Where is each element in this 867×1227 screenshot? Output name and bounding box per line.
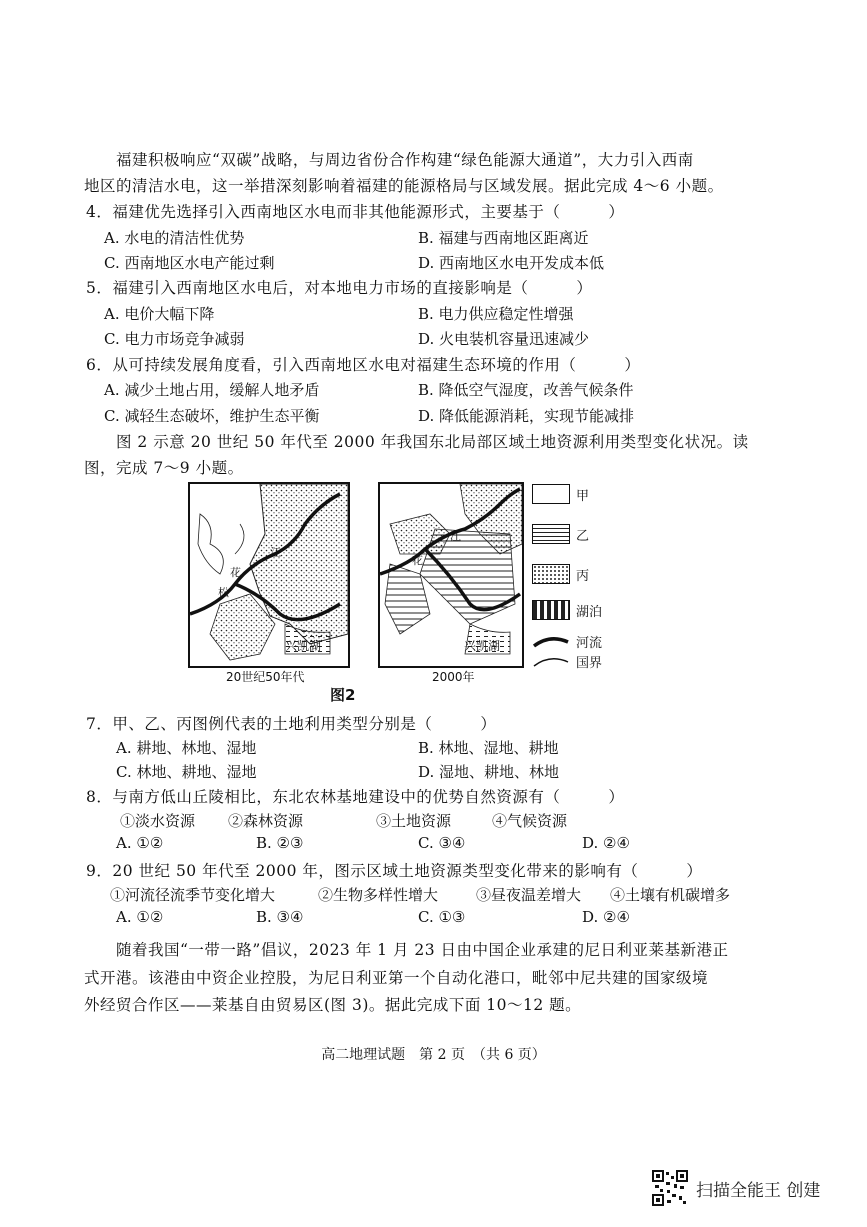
q8-option-d: D. ②④ [582,834,630,852]
q4-option-a: A. 水电的清洁性优势 [104,229,245,247]
q8-item-1: ①淡水资源 [120,812,196,830]
river-label-jiang-2: 江 [450,530,461,543]
q6-option-b: B. 降低空气湿度，改善气候条件 [418,381,634,399]
q9-option-c: C. ①③ [418,908,466,926]
intro3-line3: 外经贸合作区——莱基自由贸易区(图 3)。据此完成下面 10～12 题。 [84,996,582,1014]
intro2-line2: 图，完成 7～9 小题。 [84,459,244,477]
q9-option-b: B. ③④ [256,908,304,926]
q4-option-d: D. 西南地区水电开发成本低 [418,254,605,272]
q8-item-2: ②森林资源 [228,812,304,830]
map-2000-drawing [380,484,522,666]
q6-option-a: A. 减少土地占用，缓解人地矛盾 [104,381,320,399]
q7-option-c: C. 林地、耕地、湿地 [116,763,257,781]
lake-label-1: 兴凯湖 [285,639,322,653]
legend-bing [532,564,589,584]
legend-yi [532,524,589,544]
legend-jia [532,484,589,504]
question-8-stem: 8．与南方低山丘陵相比，东北农林基地建设中的优势自然资源有（ ） [86,788,625,806]
scanner-watermark [652,1170,820,1206]
q9-item-2: ②生物多样性增大 [318,886,439,904]
q9-option-a: A. ①② [116,908,164,926]
q9-item-1: ①河流径流季节变化增大 [110,886,276,904]
q8-option-b: B. ②③ [256,834,304,852]
legend-border [532,652,602,671]
q5-option-d: D. 火电装机容量迅速减少 [418,330,590,348]
q5-option-c: C. 电力市场竞争减弱 [104,330,245,348]
figure-2 [188,478,628,710]
q9-option-d: D. ②④ [582,908,630,926]
map-1950s [188,482,350,668]
legend-border-symbol [532,654,570,670]
intro2-line1: 图 2 示意 20 世纪 50 年代至 2000 年我国东北局部区域土地资源利用类型变化状况。读 [116,433,749,451]
intro3-line2: 式开港。该港由中资企业控股，为尼日利亚第一个自动化港口，毗邻中尼共建的国家级境 [84,969,709,987]
question-6-stem: 6．从可持续发展角度看，引入西南地区水电对福建生态环境的作用（ ） [86,356,641,374]
q6-option-d: D. 降低能源消耗，实现节能减排 [418,407,635,425]
q7-option-a: A. 耕地、林地、湿地 [116,739,257,757]
intro1-line2: 地区的清洁水电，这一举措深刻影响着福建的能源格局与区域发展。据此完成 4～6 小题。 [84,177,724,195]
legend-river-label: 河流 [576,636,603,651]
q9-item-3: ③昼夜温差增大 [476,886,582,904]
river-label-jiang-1: 江 [270,546,281,559]
map-2000-caption: 2000年 [432,670,475,684]
figure-title: 图2 [330,686,356,704]
legend-border-label: 国界 [576,656,603,671]
legend-jia-swatch [532,484,570,504]
river-label-hua-1: 花 [230,566,241,579]
map-1950s-drawing [190,484,348,666]
river-label-song-1: 松 [218,586,229,599]
legend-river [532,632,602,651]
legend-jia-label: 甲 [576,488,590,504]
intro1-line1: 福建积极响应“双碳”战略，与周边省份合作构建“绿色能源大通道”，大力引入西南 [116,151,694,169]
intro3-line1: 随着我国“一带一路”倡议，2023 年 1 月 23 日由中国企业承建的尼日利亚莱基新港正 [116,941,729,959]
q8-option-a: A. ①② [116,834,164,852]
question-7-stem: 7．甲、乙、丙图例代表的土地利用类型分别是（ ） [86,715,497,733]
q8-item-3: ③土地资源 [376,812,452,830]
question-5-stem: 5．福建引入西南地区水电后，对本地电力市场的直接影响是（ ） [86,279,593,297]
lake-label-2: 兴凯湖 [464,639,501,653]
legend-bing-label: 丙 [576,568,590,584]
q8-option-c: C. ③④ [418,834,466,852]
q7-option-b: B. 林地、湿地、耕地 [418,739,559,757]
q4-option-b: B. 福建与西南地区距离近 [418,229,589,247]
legend-bing-swatch [532,564,570,584]
q6-option-c: C. 减轻生态破坏，维护生态平衡 [104,407,320,425]
map-2000 [378,482,524,668]
q8-item-4: ④气候资源 [492,812,568,830]
legend-lake-label: 湖泊 [576,604,603,620]
q5-option-b: B. 电力供应稳定性增强 [418,305,574,323]
legend-lake [532,600,602,620]
legend-lake-swatch [532,600,570,620]
question-9-stem: 9．20 世纪 50 年代至 2000 年，图示区域土地资源类型变化带来的影响有（ ） [86,862,703,880]
legend-river-symbol [532,634,570,650]
legend-yi-label: 乙 [576,528,590,544]
legend-yi-swatch [532,524,570,544]
q9-item-4: ④土壤有机碳增多 [610,886,731,904]
question-4-stem: 4．福建优先选择引入西南地区水电而非其他能源形式，主要基于（ ） [86,203,625,221]
qr-code-icon [652,1170,688,1206]
q4-option-c: C. 西南地区水电产能过剩 [104,254,275,272]
q7-option-d: D. 湿地、耕地、林地 [418,763,560,781]
map-1950s-caption: 20世纪50年代 [226,670,305,684]
q5-option-a: A. 电价大幅下降 [104,305,215,323]
watermark-text: 扫描全能王 创建 [696,1180,821,1201]
page-footer: 高二地理试题 第 2 页 （共 6 页） [321,1047,546,1063]
river-label-hua-2: 花 [412,554,423,567]
